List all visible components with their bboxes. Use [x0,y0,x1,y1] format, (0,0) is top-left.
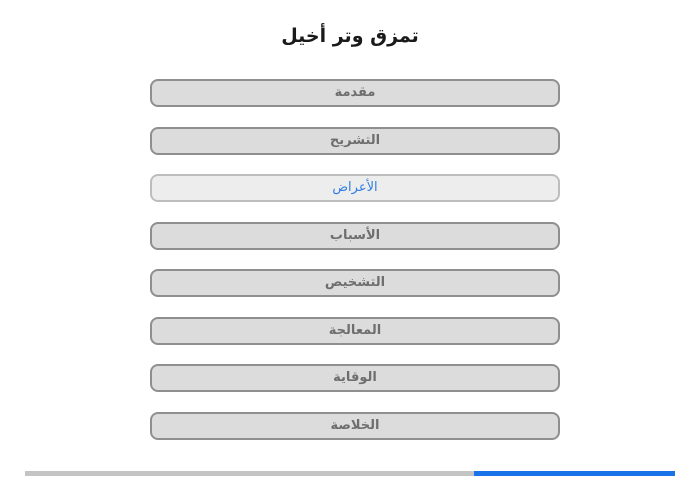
menu-item-introduction[interactable]: مقدمة [150,79,560,107]
menu-item-conclusion[interactable]: الخلاصة [150,412,560,440]
menu-item-symptoms[interactable]: الأعراض [150,174,560,202]
menu-item-causes[interactable]: الأسباب [150,222,560,250]
page-title: تمزق وتر أخيل [281,24,419,47]
menu-item-treatment[interactable]: المعالجة [150,317,560,345]
menu-item-prevention[interactable]: الوقاية [150,364,560,392]
menu-item-anatomy[interactable]: التشريح [150,127,560,155]
progress-bar-fill [474,471,676,476]
progress-bar [25,471,675,476]
menu-item-diagnosis[interactable]: التشخيص [150,269,560,297]
section-menu [150,79,560,459]
